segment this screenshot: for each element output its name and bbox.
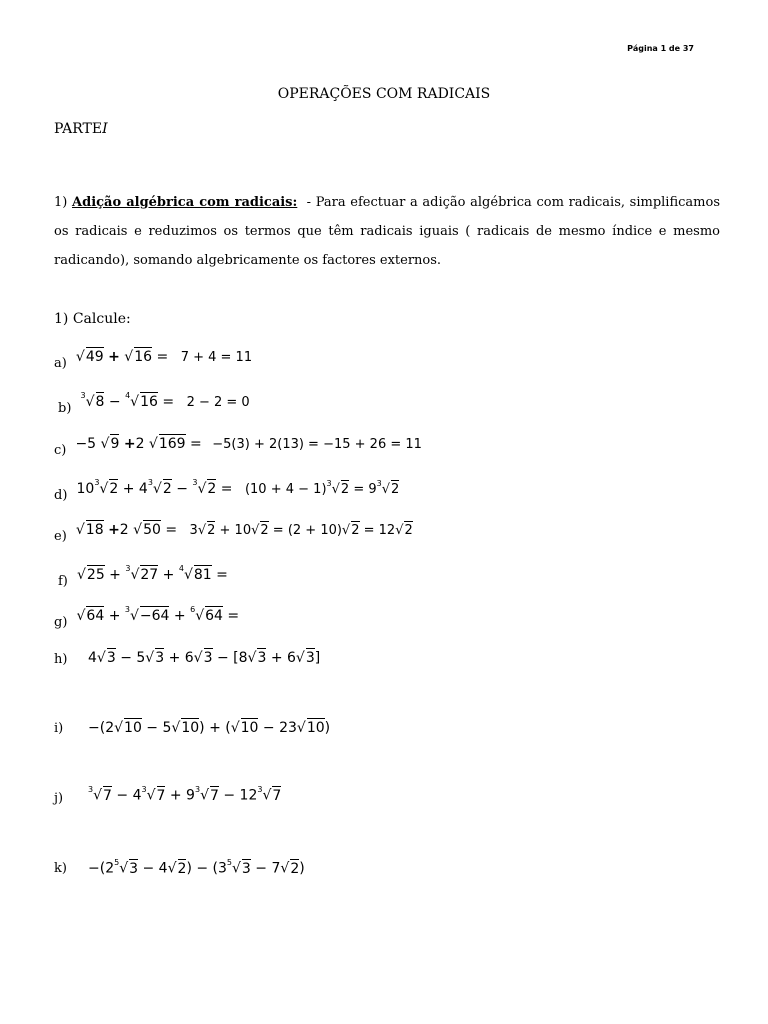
exercise-label: d) (54, 488, 68, 503)
exercise-expression: √64 + $^3$√−64 + $^6$√64 = (76, 605, 240, 624)
intro-text: - Para efectuar a adição algébrica com radicais, simplificamos os radicais e reduzimos os termos que têm radicais iguais ( radicais de mesmo índice e mesmo radicando), somando algebricamente os factores externos. (54, 195, 720, 268)
exercise-expression: √49 + √16 = (75, 349, 173, 365)
exercise-heading: 1) Calcule: (54, 311, 131, 327)
exercise-label: a) (54, 356, 67, 371)
exercise-row (54, 605, 240, 630)
exercise-expression: $^3√7 - 4^3√7 + 9^3√7 - 12^3√7$ (88, 785, 282, 804)
exercise-label: i) (54, 721, 64, 736)
exercise-label: h) (54, 652, 68, 667)
exercise-expression: $-(2^5√3 - 4√2) - (3^5√3 - 7√2)$ (88, 858, 305, 877)
exercise-label: e) (54, 529, 67, 544)
exercise-label: g) (54, 615, 68, 630)
exercise-label: b) (58, 401, 72, 416)
intro-number: 1) (54, 195, 68, 210)
exercise-row (54, 648, 67, 667)
exercise-expression: √18 +2 √50 = (75, 522, 182, 538)
exercise-row (54, 346, 253, 371)
intro-heading: Adição algébrica com radicais: (72, 195, 298, 210)
exercise-row (58, 564, 228, 589)
document-title: OPERAÇÕES COM RADICAIS (277, 86, 491, 102)
exercise-expression: √25 + $^3$√27 + $^4$√81 = (76, 564, 228, 583)
exercise-label: c) (54, 443, 67, 458)
exercise-expression: $10^3√2 + 4^3√2 - ^3√2$ = (76, 478, 237, 497)
exercise-solution: 7 + 4 = 11 (180, 350, 253, 365)
part-heading (54, 121, 108, 137)
exercise-expression: −5 √9 +2 √169 = (75, 436, 207, 452)
exercise-expression: $^3$√8 − $^4$√16 = (80, 391, 179, 410)
part-number: I (102, 121, 108, 137)
exercise-expression: 4√3 − 5√3 + 6√3 − [8√3 + 6√3] (88, 650, 321, 666)
exercise-label: j) (54, 791, 64, 806)
exercise-row (54, 717, 63, 736)
page-number: Página 1 de 37 (627, 44, 694, 53)
intro-paragraph (54, 188, 720, 275)
exercise-solution: $(10 + 4 - 1)^3√2 = 9^3√2$ (244, 478, 400, 497)
exercise-row (54, 478, 400, 503)
exercise-label: f) (58, 574, 68, 589)
exercise-row (54, 433, 422, 458)
exercise-solution: −5(3) + 2(13) = −15 + 26 = 11 (212, 437, 422, 452)
exercise-solution: 2 − 2 = 0 (186, 395, 250, 410)
exercise-row (54, 857, 67, 876)
exercise-solution: 3√2 + 10√2 = (2 + 10)√2 = 12√2 (189, 523, 413, 538)
exercise-label: k) (54, 861, 67, 876)
exercise-row (58, 391, 250, 416)
part-label: PARTE (54, 121, 103, 137)
exercise-row (54, 787, 63, 806)
exercise-expression: −(2√10 − 5√10) + (√10 − 23√10) (88, 720, 331, 736)
exercise-row (54, 519, 413, 544)
